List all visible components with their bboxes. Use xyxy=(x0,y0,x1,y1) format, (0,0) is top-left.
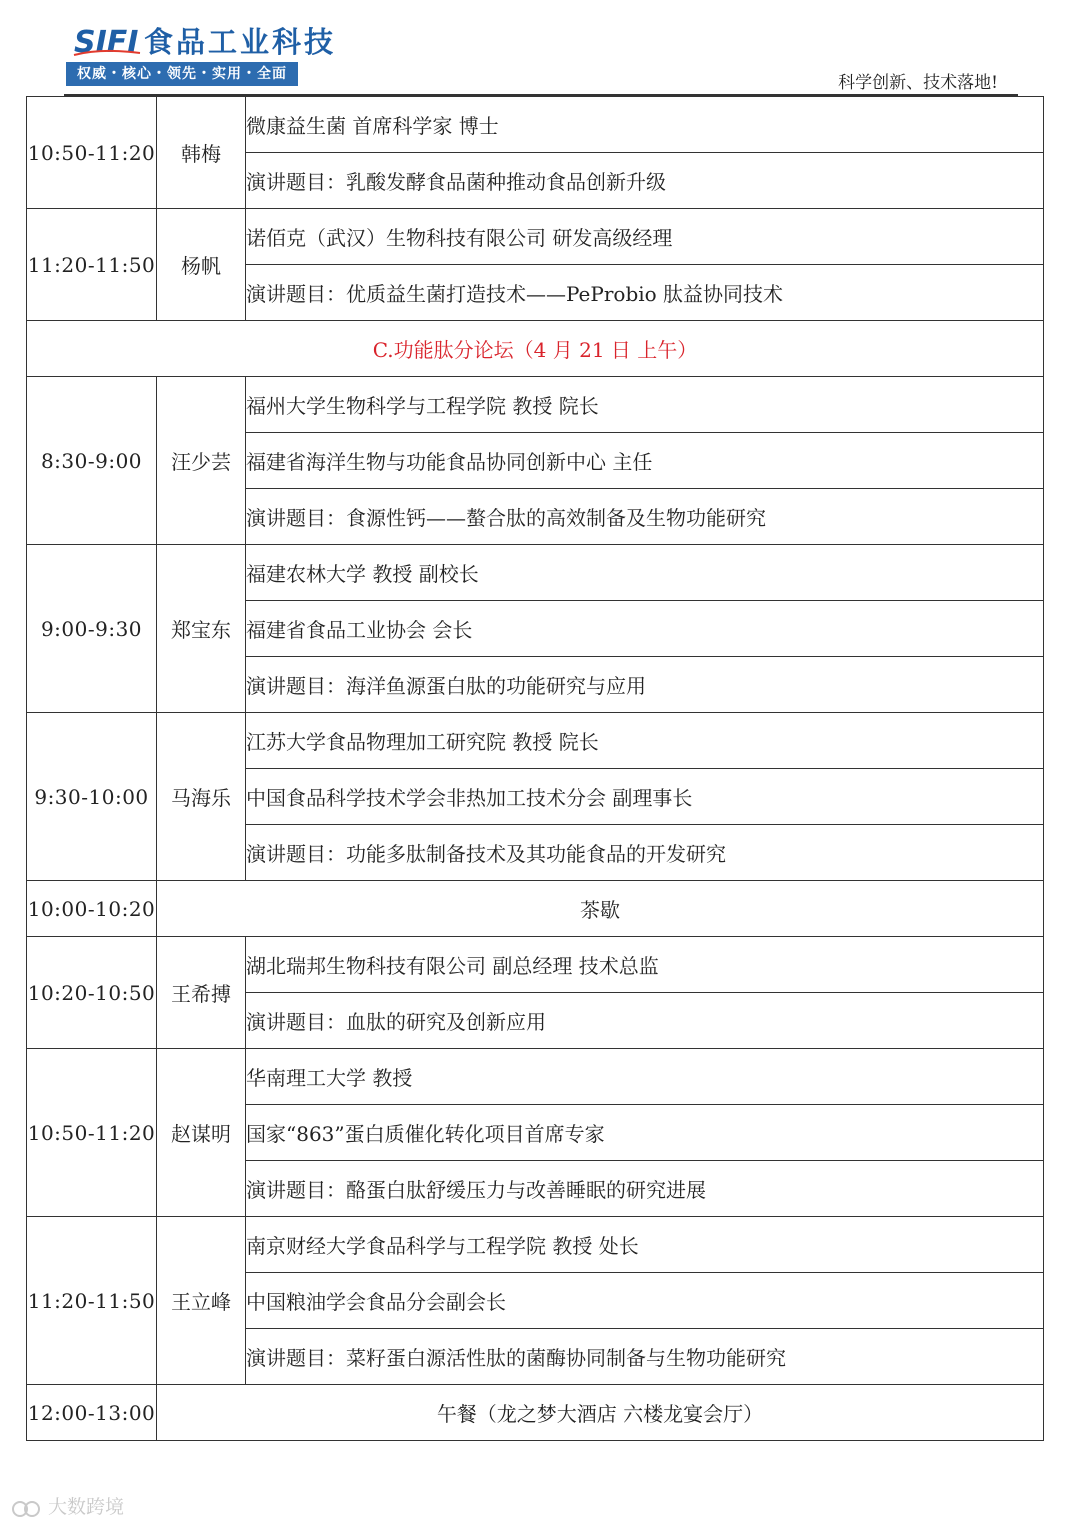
session-row xyxy=(27,377,1044,433)
page-header xyxy=(0,0,1080,96)
speaker-affiliation: 湖北瑞邦生物科技有限公司 副总经理 技术总监 xyxy=(246,937,1044,993)
journal-slogan: 权威・核心・领先・实用・全面 xyxy=(66,62,298,86)
speaker-name: 赵谋明 xyxy=(157,1049,246,1217)
break-row xyxy=(27,881,1044,937)
time-slot: 10:20-10:50 xyxy=(27,937,157,1049)
time-slot: 10:00-10:20 xyxy=(27,881,157,937)
talk-title: 演讲题目：血肽的研究及创新应用 xyxy=(246,993,1044,1049)
time-slot: 11:20-11:50 xyxy=(27,1217,157,1385)
session-row xyxy=(27,97,1044,153)
speaker-affiliation: 诺佰克（武汉）生物科技有限公司 研发高级经理 xyxy=(246,209,1044,265)
speaker-name: 马海乐 xyxy=(157,713,246,881)
journal-title: 食品工业科技 xyxy=(144,25,337,59)
schedule-table xyxy=(26,96,1044,1441)
speaker-affiliation: 微康益生菌 首席科学家 博士 xyxy=(246,97,1044,153)
speaker-name: 韩梅 xyxy=(157,97,246,209)
time-slot: 10:50-11:20 xyxy=(27,97,157,209)
time-slot: 9:30-10:00 xyxy=(27,713,157,881)
time-slot: 11:20-11:50 xyxy=(27,209,157,321)
speaker-name: 杨帆 xyxy=(157,209,246,321)
weibo-icon xyxy=(10,1498,44,1518)
speaker-name: 郑宝东 xyxy=(157,545,246,713)
time-slot: 8:30-9:00 xyxy=(27,377,157,545)
time-slot: 10:50-11:20 xyxy=(27,1049,157,1217)
speaker-affiliation: 华南理工大学 教授 xyxy=(246,1049,1044,1105)
speaker-name: 王希搏 xyxy=(157,937,246,1049)
tagline: 科学创新、技术落地! xyxy=(838,73,998,93)
sifi-logo-text: SIFI xyxy=(74,25,139,58)
break-label: 茶歇 xyxy=(157,881,1044,937)
session-row xyxy=(27,937,1044,993)
speaker-affiliation: 国家“863”蛋白质催化转化项目首席专家 xyxy=(246,1105,1044,1161)
watermark xyxy=(10,1492,124,1519)
speaker-affiliation: 福建省食品工业协会 会长 xyxy=(246,601,1044,657)
speaker-affiliation: 福建农林大学 教授 副校长 xyxy=(246,545,1044,601)
schedule-body xyxy=(27,97,1044,1441)
time-slot: 12:00-13:00 xyxy=(27,1385,157,1441)
talk-title: 演讲题目：酪蛋白肽舒缓压力与改善睡眠的研究进展 xyxy=(246,1161,1044,1217)
section-title: C.功能肽分论坛（4 月 21 日 上午） xyxy=(27,321,1044,377)
speaker-affiliation: 江苏大学食品物理加工研究院 教授 院长 xyxy=(246,713,1044,769)
session-row xyxy=(27,545,1044,601)
journal-logo xyxy=(66,18,337,88)
talk-title: 演讲题目：海洋鱼源蛋白肽的功能研究与应用 xyxy=(246,657,1044,713)
talk-title: 演讲题目：乳酸发酵食品菌种推动食品创新升级 xyxy=(246,153,1044,209)
watermark-text: 大数跨境 xyxy=(48,1496,125,1518)
speaker-affiliation: 福建省海洋生物与功能食品协同创新中心 主任 xyxy=(246,433,1044,489)
time-slot: 9:00-9:30 xyxy=(27,545,157,713)
break-row xyxy=(27,1385,1044,1441)
session-row xyxy=(27,1217,1044,1273)
session-row xyxy=(27,713,1044,769)
speaker-affiliation: 中国粮油学会食品分会副会长 xyxy=(246,1273,1044,1329)
speaker-name: 王立峰 xyxy=(157,1217,246,1385)
session-row xyxy=(27,1049,1044,1105)
break-label: 午餐（龙之梦大酒店 六楼龙宴会厅） xyxy=(157,1385,1044,1441)
speaker-affiliation: 中国食品科学技术学会非热加工技术分会 副理事长 xyxy=(246,769,1044,825)
session-row xyxy=(27,209,1044,265)
sifi-logo-icon xyxy=(72,22,142,58)
talk-title: 演讲题目：食源性钙——螯合肽的高效制备及生物功能研究 xyxy=(246,489,1044,545)
talk-title: 演讲题目：优质益生菌打造技术——PeProbio 肽益协同技术 xyxy=(246,265,1044,321)
section-header-row xyxy=(27,321,1044,377)
speaker-affiliation: 南京财经大学食品科学与工程学院 教授 处长 xyxy=(246,1217,1044,1273)
speaker-name: 汪少芸 xyxy=(157,377,246,545)
talk-title: 演讲题目：功能多肽制备技术及其功能食品的开发研究 xyxy=(246,825,1044,881)
talk-title: 演讲题目：菜籽蛋白源活性肽的菌酶协同制备与生物功能研究 xyxy=(246,1329,1044,1385)
speaker-affiliation: 福州大学生物科学与工程学院 教授 院长 xyxy=(246,377,1044,433)
